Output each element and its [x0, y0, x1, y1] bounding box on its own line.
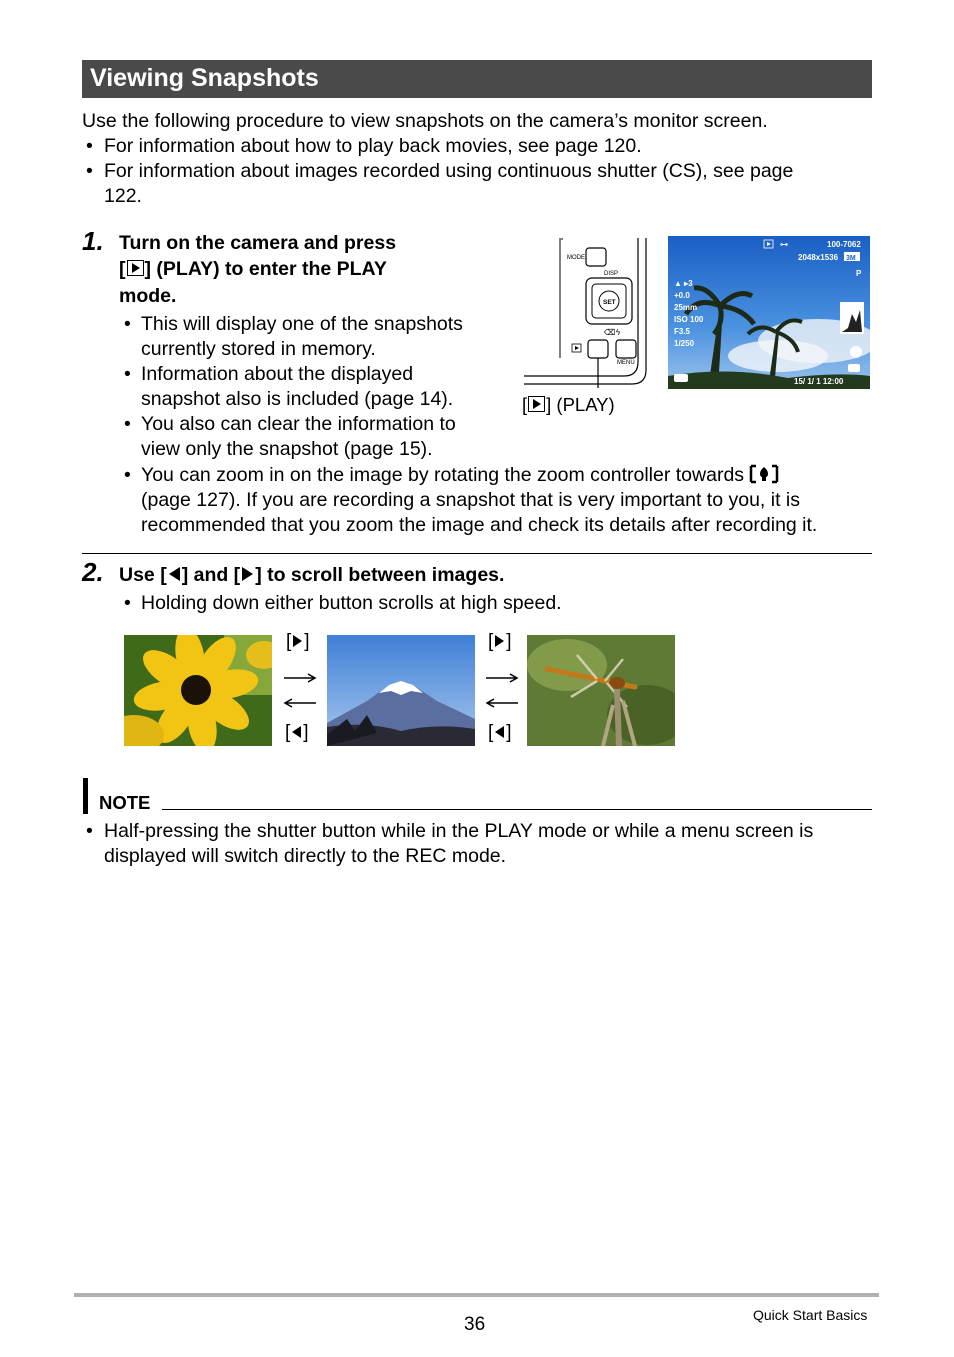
screen-date: 15/ 1/ 1 12:00 — [794, 377, 844, 386]
camera-label-menu: MENU — [617, 360, 635, 366]
svg-text:▲ ▸3: ▲ ▸3 — [674, 279, 693, 288]
step-1-heading-line3: mode. — [119, 285, 177, 307]
bullet-dot: • — [124, 363, 131, 385]
prev-label-2: [ ] — [488, 722, 512, 743]
left-arrow-icon — [292, 726, 301, 738]
bullet-dot: • — [124, 592, 131, 614]
step-1-bullet-2b: snapshot also is included (page 14). — [141, 388, 454, 410]
footer-rule — [74, 1293, 879, 1297]
screen-image-size: 2048x1536 — [798, 253, 839, 262]
footer-section: Quick Start Basics — [753, 1307, 868, 1323]
svg-text:⌫ϟ: ⌫ϟ — [604, 328, 621, 337]
bullet-dot: • — [86, 820, 93, 842]
screen-aperture: F3.5 — [674, 327, 691, 336]
prev-label-1: [ ] — [285, 722, 309, 743]
mountain-photo — [327, 635, 475, 746]
flower-photo — [124, 635, 272, 746]
step-1-heading-line2: [ ] (PLAY) to enter the PLAY — [119, 258, 387, 280]
bullet-dot: • — [86, 160, 93, 182]
screen-mode: P — [856, 269, 862, 278]
step-1-bullet-3a: You also can clear the information to — [141, 413, 456, 435]
step-1-bullet-3b: view only the snapshot (page 15). — [141, 438, 433, 460]
intro-bullet-2: For information about images recorded using continuous shutter (CS), see page — [104, 160, 794, 182]
section-title: Viewing Snapshots — [90, 64, 319, 92]
step-1-bullet-1b: currently stored in memory. — [141, 338, 376, 360]
screen-iso: ISO 100 — [674, 315, 704, 324]
step-1-heading-line1: Turn on the camera and press — [119, 232, 397, 254]
scroll-arrows-1 — [282, 670, 318, 710]
right-arrow-icon — [242, 567, 253, 581]
camera-label-disp: DISP — [604, 271, 619, 277]
svg-text:⊶: ⊶ — [780, 240, 788, 249]
step-2-heading: Use [ ] and [ ] to scroll between images. — [119, 564, 505, 586]
bullet-dot: • — [124, 464, 131, 486]
note-bullet-line1: Half-pressing the shutter button while in the PLAY mode or while a menu screen is — [104, 820, 814, 842]
step-2-bullet: Holding down either button scrolls at high speed. — [141, 592, 562, 614]
note-marker — [83, 778, 88, 814]
note-rule — [162, 809, 872, 810]
play-button-caption: [ ] (PLAY) — [522, 394, 615, 415]
step-1-bullet-4a: You can zoom in on the image by rotating the zoom controller towards — [141, 463, 779, 488]
camera-label-mode: MODE — [567, 255, 585, 261]
screen-focal: 25mm — [674, 303, 698, 312]
step-1-number: 1. — [82, 226, 104, 256]
step-1-bullet-4b: (page 127). If you are recording a snapshot that is very important to you, it is — [141, 489, 801, 511]
scroll-arrows-2 — [484, 670, 520, 710]
dragonfly-photo — [527, 635, 675, 746]
camera-back-illustration — [522, 238, 658, 388]
section-title-banner — [82, 60, 872, 98]
left-arrow-icon — [169, 567, 180, 581]
step-2-number: 2. — [82, 557, 104, 587]
next-label-2: [ ] — [488, 631, 512, 652]
screen-ev: +0.0 — [674, 291, 690, 300]
intro-bullet-2-cont: 122. — [104, 185, 142, 207]
bullet-dot: • — [86, 135, 93, 157]
play-icon — [127, 260, 144, 276]
next-label-1: [ ] — [286, 631, 310, 652]
step-1-bullet-1a: This will display one of the snapshots — [141, 313, 463, 335]
monitor-screen-image — [668, 236, 870, 389]
page-number: 36 — [464, 1314, 486, 1335]
intro-bullet-1: For information about how to play back movies, see page 120. — [104, 135, 642, 157]
right-arrow-icon — [293, 635, 302, 647]
screen-file-number: 100-7062 — [827, 240, 861, 249]
play-icon — [528, 396, 545, 412]
note-label: NOTE — [99, 792, 151, 813]
screen-size-badge: 3M — [846, 255, 856, 262]
step-1-bullet-2a: Information about the displayed — [141, 363, 414, 385]
left-arrow-icon — [495, 726, 504, 738]
bullet-dot: • — [124, 413, 131, 435]
note-bullet-line2: displayed will switch directly to the REC mode. — [104, 845, 507, 867]
intro-text: Use the following procedure to view snapshots on the camera’s monitor screen. — [82, 110, 768, 132]
screen-shutter: 1/250 — [674, 339, 695, 348]
bullet-dot: • — [124, 313, 131, 335]
step-divider — [82, 553, 872, 554]
zoom-tele-icon — [749, 464, 779, 484]
step-1-bullet-4c: recommended that you zoom the image and check its details after recording it. — [141, 514, 818, 536]
camera-label-set: SET — [603, 299, 616, 306]
right-arrow-icon — [495, 635, 504, 647]
